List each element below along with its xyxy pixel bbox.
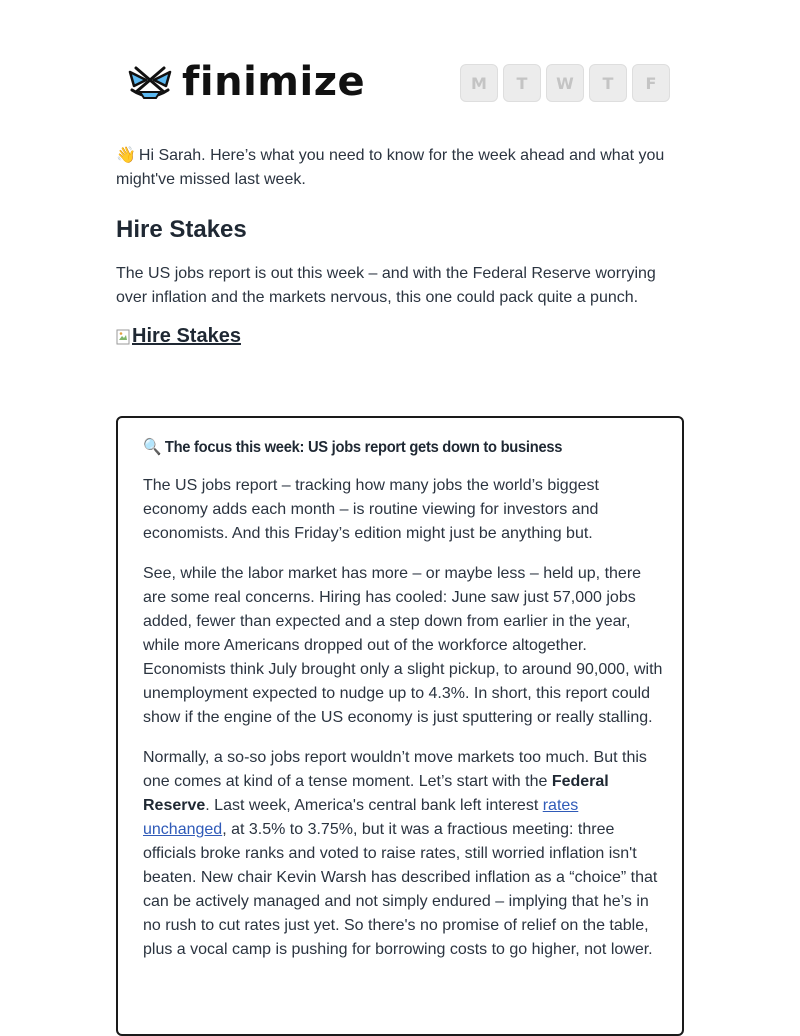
logo-text: finimize	[182, 59, 366, 105]
focus-p3-part-c: , at 3.5% to 3.75%, but it was a fractious meeting: three officials broke ranks and voted to raise rates, still worried inflation isn't beaten. New chair Kevin Warsh has described inflation as a “choice” that can be actively managed and not simply endured – implying that he’s in no rush to cut rates just yet. So there's no promise of relief on the table, plus a vocal camp is pushing for borrowing costs to go higher, not lower.	[143, 821, 658, 958]
email-header	[116, 56, 688, 112]
finimize-logo[interactable]	[126, 60, 365, 104]
focus-paragraph-3	[143, 746, 665, 962]
federal-reserve-bold: Federal Reserve	[143, 773, 609, 814]
hero-title: Hire Stakes	[116, 216, 247, 243]
day-wednesday[interactable]: W	[546, 64, 584, 102]
focus-paragraph-2: See, while the labor market has more – or maybe less – held up, there are some real concerns. Hiring has cooled: June saw just 57,000 jobs added, fewer than expected and a step down from earlier in the year, while more Americans dropped out of the workforce altogether. Economists think July brought only a slight pickup, to around 90,000, with unemployment expected to nudge up to 4.3%. In short, this report could show if the engine of the US economy is just sputtering or really stalling.	[143, 565, 663, 726]
hero-summary: The US jobs report is out this week – and with the Federal Reserve worrying over inflation and the markets nervous, this one could pack quite a punch.	[116, 265, 656, 306]
weekday-tracker	[460, 64, 670, 102]
focus-paragraph-1: The US jobs report – tracking how many jobs the world’s biggest economy adds each month – is routine viewing for investors and economists. And this Friday’s edition might just be anything but.	[143, 477, 599, 542]
greeting-text: Hi Sarah. Here’s what you need to know for the week ahead and what you might've missed last week.	[116, 147, 665, 188]
day-monday[interactable]: M	[460, 64, 498, 102]
hero-image-alt-text: Hire Stakes	[132, 325, 241, 347]
focus-heading	[143, 436, 623, 460]
greeting	[116, 144, 686, 192]
day-tuesday[interactable]: T	[503, 64, 541, 102]
day-thursday[interactable]: T	[589, 64, 627, 102]
rates-unchanged-link[interactable]: rates unchanged	[143, 797, 579, 838]
focus-card	[116, 416, 684, 1036]
finimize-logo-icon	[126, 62, 174, 102]
focus-heading-text: The focus this week: US jobs report gets down to business	[164, 439, 563, 456]
broken-image-icon	[116, 329, 130, 345]
focus-p3-part-b: . Last week, America's central bank left interest	[205, 797, 543, 814]
magnifying-glass-icon: 🔍	[143, 439, 162, 456]
hero-image-link[interactable]	[116, 325, 241, 348]
focus-p3-part-a: Normally, a so-so jobs report wouldn’t move markets too much. But this one comes at kind of a tense moment. Let’s start with the	[143, 749, 647, 790]
day-friday[interactable]: F	[632, 64, 670, 102]
waving-hand-icon: 👋	[116, 147, 136, 164]
